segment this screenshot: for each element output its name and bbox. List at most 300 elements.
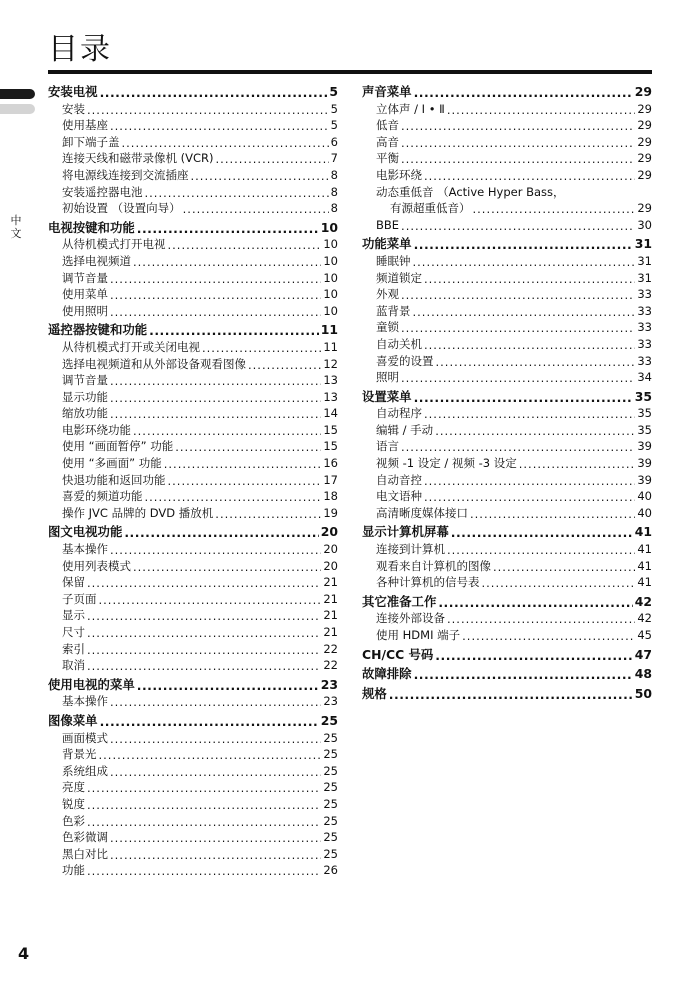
toc-entry[interactable]	[362, 101, 652, 118]
toc-entry[interactable]	[362, 472, 652, 489]
toc-page-number: 11	[320, 322, 338, 338]
dot-leader	[414, 390, 633, 402]
toc-entry[interactable]	[48, 303, 338, 320]
toc-page-number: 5	[330, 118, 338, 133]
toc-entry[interactable]	[362, 610, 652, 627]
toc-entry-label: 电影环绕	[376, 167, 422, 182]
dot-leader	[100, 85, 328, 97]
toc-page-number: 16	[323, 456, 338, 471]
toc-page-number: 41	[637, 558, 652, 573]
toc-entry[interactable]	[362, 353, 652, 370]
toc-entry[interactable]	[362, 369, 652, 386]
toc-page-number: 25	[323, 747, 338, 762]
toc-page-number: 48	[634, 666, 652, 682]
toc-entry-label: 卸下端子盖	[62, 134, 120, 149]
dot-leader	[87, 814, 321, 826]
toc-entry[interactable]	[48, 405, 338, 422]
toc-right-column	[362, 84, 652, 702]
toc-entry[interactable]	[48, 846, 338, 863]
toc-entry[interactable]	[48, 574, 338, 591]
toc-page-number: 31	[637, 253, 652, 268]
dot-leader	[413, 254, 636, 266]
toc-page-number: 42	[634, 593, 652, 609]
toc-entry-label: 取消	[62, 658, 85, 673]
toc-entry-label: 安装	[62, 101, 85, 116]
toc-entry[interactable]	[48, 641, 338, 658]
dot-leader	[519, 456, 636, 468]
dot-leader	[401, 218, 635, 230]
toc-page-number: 31	[637, 270, 652, 285]
dot-leader	[99, 747, 322, 759]
dot-leader	[493, 559, 635, 571]
dot-leader	[110, 287, 321, 299]
toc-entry-label: 子页面	[62, 591, 97, 606]
toc-page-number: 33	[637, 303, 652, 318]
toc-page-number: 33	[637, 287, 652, 302]
toc-entry-label: 立体声 / Ⅰ • Ⅱ	[376, 101, 445, 116]
toc-entry-label: 保留	[62, 575, 85, 590]
dot-leader	[87, 780, 321, 792]
toc-page-number: 10	[323, 253, 338, 268]
toc-page-number: 20	[323, 542, 338, 557]
toc-entry[interactable]	[48, 541, 338, 558]
toc-page-number: 10	[323, 270, 338, 285]
toc-entry[interactable]	[48, 150, 338, 167]
toc-entry-label: 连接到计算机	[376, 542, 445, 557]
toc-entry-label: 黑白对比	[62, 846, 108, 861]
dot-leader	[401, 370, 635, 382]
toc-page-number: 8	[330, 184, 338, 199]
toc-page-number: 40	[637, 489, 652, 504]
dot-leader	[447, 542, 635, 554]
toc-entry[interactable]	[48, 488, 338, 505]
toc-entry[interactable]	[48, 746, 338, 763]
dot-leader	[424, 271, 635, 283]
toc-page-number: 7	[330, 151, 338, 166]
toc-entry[interactable]	[48, 200, 338, 217]
toc-entry-label: 背景光	[62, 747, 97, 762]
toc-entry-label: 操作 JVC 品牌的 DVD 播放机	[62, 505, 214, 520]
toc-page-number: 5	[329, 84, 338, 99]
toc-entry[interactable]	[48, 693, 338, 710]
toc-entry[interactable]	[48, 270, 338, 287]
toc-entry[interactable]	[48, 505, 338, 522]
toc-entry-label: 显示	[62, 608, 85, 623]
toc-section-entry[interactable]	[362, 524, 652, 541]
toc-entry[interactable]	[48, 167, 338, 184]
toc-entry[interactable]	[48, 134, 338, 151]
toc-page-number: 29	[637, 151, 652, 166]
toc-page-number: 25	[323, 730, 338, 745]
dot-leader	[424, 406, 635, 418]
dot-leader	[110, 764, 321, 776]
toc-page-number: 22	[323, 658, 338, 673]
dot-leader	[137, 678, 319, 690]
toc-page-number: 25	[323, 796, 338, 811]
toc-entry[interactable]	[48, 558, 338, 575]
toc-entry-label: 设置菜单	[362, 388, 412, 404]
toc-entry-label: 从待机模式打开或关闭电视	[62, 339, 200, 354]
toc-entry[interactable]	[48, 607, 338, 624]
toc-entry-label: 使用菜单	[62, 287, 108, 302]
toc-page-number: 21	[323, 608, 338, 623]
toc-page-number: 10	[323, 237, 338, 252]
toc-page-number: 39	[637, 439, 652, 454]
toc-page-number: 21	[323, 591, 338, 606]
toc-page-number: 8	[330, 167, 338, 182]
toc-entry[interactable]	[362, 336, 652, 353]
toc-page-number: 6	[330, 134, 338, 149]
toc-entry[interactable]	[48, 829, 338, 846]
toc-page-number: 33	[637, 320, 652, 335]
toc-entry-label: 使用列表模式	[62, 558, 131, 573]
page-title: 目录	[48, 32, 112, 67]
toc-entry-label: 缩放功能	[62, 406, 108, 421]
toc-entry-label: 喜爱的频道功能	[62, 489, 143, 504]
dot-leader	[87, 658, 321, 670]
dot-leader	[401, 135, 635, 147]
toc-entry-label: 各种计算机的信号表	[376, 575, 480, 590]
toc-entry[interactable]	[48, 184, 338, 201]
dot-leader	[435, 648, 632, 660]
language-tab-active	[0, 89, 35, 99]
toc-entry-label: 连接外部设备	[376, 611, 445, 626]
toc-page-number: 17	[323, 472, 338, 487]
toc-entry-label: 声音菜单	[362, 84, 412, 99]
toc-section-entry[interactable]	[362, 84, 652, 101]
toc-entry-label: 色彩微调	[62, 830, 108, 845]
toc-section-entry[interactable]	[362, 647, 652, 664]
toc-entry[interactable]	[48, 779, 338, 796]
toc-page-number: 45	[637, 628, 652, 642]
toc-entry[interactable]	[48, 813, 338, 830]
dot-leader	[482, 575, 636, 587]
toc-entry[interactable]	[362, 574, 652, 591]
dot-leader	[414, 237, 633, 249]
toc-entry-label: 索引	[62, 641, 85, 656]
toc-page-number: 29	[637, 134, 652, 149]
toc-entry-label: 高音	[376, 134, 399, 149]
toc-entry-label: 快退功能和返回功能	[62, 472, 166, 487]
dot-leader	[110, 118, 329, 130]
toc-section-entry[interactable]	[362, 236, 652, 253]
toc-entry-label: BBE	[376, 217, 400, 232]
toc-entry-label: 喜爱的设置	[376, 353, 434, 368]
toc-entry-label: 使用基座	[62, 118, 108, 133]
dot-leader	[424, 489, 635, 501]
dot-leader	[248, 357, 321, 369]
dot-leader	[133, 254, 321, 266]
toc-entry-label: 显示计算机屏幕	[362, 524, 449, 540]
toc-entry-label: 语言	[376, 439, 399, 454]
toc-page-number: 25	[323, 830, 338, 845]
toc-entry-label: 色彩	[62, 813, 85, 828]
toc-entry-label: 外观	[376, 287, 399, 302]
toc-section-entry[interactable]	[48, 84, 338, 101]
dot-leader	[414, 85, 633, 97]
toc-entry[interactable]	[48, 472, 338, 489]
toc-entry[interactable]	[48, 438, 338, 455]
toc-entry-label: 使用照明	[62, 303, 108, 318]
toc-entry-continuation[interactable]	[362, 200, 652, 217]
toc-page-number: 47	[634, 646, 652, 662]
dot-leader	[110, 694, 321, 706]
toc-entry[interactable]	[48, 339, 338, 356]
toc-section-entry[interactable]	[48, 524, 338, 541]
dot-leader	[145, 489, 322, 501]
dot-leader	[401, 287, 635, 299]
dot-leader	[87, 608, 321, 620]
dot-leader	[110, 271, 321, 283]
dot-leader	[124, 525, 318, 537]
toc-entry-label: 规格	[362, 685, 387, 701]
toc-entry-label: 观看来自计算机的图像	[376, 558, 491, 573]
toc-entry[interactable]	[48, 763, 338, 780]
dot-leader	[122, 135, 329, 147]
toc-entry-label: 睡眠钟	[376, 253, 411, 268]
toc-entry-label: 频道锁定	[376, 270, 422, 285]
toc-entry-label: 自动关机	[376, 336, 422, 351]
dot-leader	[202, 340, 321, 352]
toc-page-number: 15	[323, 422, 338, 437]
toc-page-number: 5	[330, 101, 338, 116]
dot-leader	[110, 830, 321, 842]
toc-page-number: 25	[323, 813, 338, 828]
toc-page-number: 10	[320, 219, 338, 235]
toc-entry-label: 将电源线连接到交流插座	[62, 167, 189, 182]
toc-entry-label: 电影环绕功能	[62, 422, 131, 437]
toc-section-entry[interactable]	[48, 713, 338, 730]
toc-entry[interactable]	[362, 438, 652, 455]
dot-leader	[87, 863, 321, 875]
toc-entry-label: 功能菜单	[362, 236, 412, 252]
toc-entry[interactable]	[362, 505, 652, 522]
toc-entry[interactable]	[362, 541, 652, 558]
toc-page-number: 25	[323, 763, 338, 778]
toc-entry[interactable]	[362, 253, 652, 270]
toc-page-number: 35	[637, 406, 652, 421]
toc-entry-label: 编辑 / 手动	[376, 422, 434, 437]
toc-page-number: 8	[330, 201, 338, 216]
dot-leader	[110, 406, 321, 418]
toc-page-number: 18	[323, 489, 338, 504]
toc-entry[interactable]	[48, 236, 338, 253]
toc-entry[interactable]	[48, 286, 338, 303]
toc-entry-label: 系统组成	[62, 763, 108, 778]
dot-leader	[424, 168, 635, 180]
toc-page-number: 10	[323, 303, 338, 318]
dot-leader	[175, 439, 321, 451]
dot-leader	[401, 151, 635, 163]
dot-leader	[100, 714, 319, 726]
toc-entry-label: 基本操作	[62, 542, 108, 557]
dot-leader	[413, 304, 636, 316]
dot-leader	[133, 559, 321, 571]
page-number: 4	[18, 944, 30, 963]
toc-page-number: 21	[323, 575, 338, 590]
toc-page-number: 15	[323, 439, 338, 454]
dot-leader	[470, 506, 635, 518]
toc-page-number: 12	[323, 356, 338, 371]
toc-entry[interactable]	[362, 627, 652, 644]
toc-page-number: 25	[323, 846, 338, 861]
toc-entry[interactable]	[362, 558, 652, 575]
toc-page-number: 21	[323, 625, 338, 639]
toc-entry-label: 选择电视频道	[62, 253, 131, 268]
toc-entry[interactable]	[362, 319, 652, 336]
toc-entry-label: 图像菜单	[48, 712, 98, 728]
dot-leader	[87, 102, 329, 114]
toc-page-number: 23	[323, 694, 338, 709]
toc-entry-label: 使用电视的菜单	[48, 676, 135, 692]
toc-page-number: 14	[323, 406, 338, 421]
toc-entry-label: 自动程序	[376, 406, 422, 421]
toc-entry[interactable]	[48, 730, 338, 747]
toc-section-entry[interactable]	[48, 677, 338, 694]
toc-page-number: 29	[637, 201, 652, 216]
dot-leader	[149, 323, 319, 335]
toc-entry[interactable]	[48, 253, 338, 270]
dot-leader	[447, 102, 636, 114]
toc-entry-label: 图文电视功能	[48, 524, 123, 540]
dot-leader	[183, 201, 329, 213]
toc-left-column	[48, 84, 338, 879]
toc-entry[interactable]	[362, 422, 652, 439]
dot-leader	[168, 473, 322, 485]
dot-leader	[401, 439, 635, 451]
toc-entry[interactable]	[48, 591, 338, 608]
dot-leader	[436, 354, 636, 366]
toc-entry-label: 使用 “画面暂停” 功能	[62, 439, 174, 454]
dot-leader	[87, 642, 321, 654]
dot-leader	[401, 320, 635, 332]
toc-entry-label: 功能	[62, 863, 85, 878]
dot-leader	[110, 731, 321, 743]
toc-entry-label: 连接天线和磁带录像机 (VCR)	[62, 151, 214, 166]
toc-page-number: 20	[323, 558, 338, 573]
toc-page-number: 13	[323, 389, 338, 404]
toc-entry-label: 视频 -1 设定 / 视频 -3 设定	[376, 456, 517, 471]
toc-entry-label: 亮度	[62, 780, 85, 795]
toc-entry-label: 照明	[376, 370, 399, 385]
dot-leader	[164, 456, 322, 468]
toc-section-entry[interactable]	[362, 666, 652, 683]
dot-leader	[424, 337, 635, 349]
toc-section-entry[interactable]	[362, 686, 652, 703]
toc-entry-label: 使用 HDMI 端子	[376, 628, 461, 642]
toc-section-entry[interactable]	[362, 594, 652, 611]
dot-leader	[447, 611, 635, 623]
toc-entry[interactable]	[362, 270, 652, 287]
toc-entry-label: 调节音量	[62, 373, 108, 388]
dot-leader	[145, 185, 329, 197]
toc-entry-label: 遥控器按键和功能	[48, 322, 148, 338]
toc-section-entry[interactable]	[48, 322, 338, 339]
toc-entry[interactable]	[48, 862, 338, 879]
toc-page-number: 33	[637, 353, 652, 368]
toc-entry-label: 低音	[376, 118, 399, 133]
toc-page-number: 29	[637, 101, 652, 116]
language-tab-inactive	[0, 104, 35, 114]
dot-leader	[462, 628, 635, 640]
dot-leader	[389, 687, 633, 699]
toc-page-number: 39	[637, 472, 652, 487]
toc-entry-label: 调节音量	[62, 270, 108, 285]
toc-entry-label: 尺寸	[62, 625, 85, 639]
toc-page-number: 26	[323, 863, 338, 878]
toc-entry[interactable]	[362, 488, 652, 505]
toc-page-number: 41	[637, 575, 652, 590]
toc-entry[interactable]	[362, 303, 652, 320]
toc-entry[interactable]	[48, 796, 338, 813]
dot-leader	[414, 667, 633, 679]
toc-entry-label: 电视按键和功能	[48, 219, 135, 235]
toc-entry[interactable]	[362, 405, 652, 422]
toc-page-number: 29	[637, 118, 652, 133]
dot-leader	[133, 423, 321, 435]
toc-entry[interactable]	[48, 372, 338, 389]
toc-entry-label: 有源超重低音）	[390, 201, 471, 216]
toc-entry[interactable]	[362, 184, 652, 201]
toc-page-number: 41	[637, 542, 652, 557]
toc-entry-label: 故障排除	[362, 666, 412, 682]
toc-entry[interactable]	[48, 389, 338, 406]
dot-leader	[110, 847, 321, 859]
toc-page-number: 33	[637, 336, 652, 351]
toc-page-number: 10	[323, 287, 338, 302]
toc-entry-label: CH/CC 号码	[362, 646, 434, 662]
toc-entry[interactable]	[362, 150, 652, 167]
dot-leader	[99, 592, 322, 604]
toc-entry[interactable]	[48, 657, 338, 674]
toc-entry[interactable]	[362, 134, 652, 151]
toc-page-number: 29	[634, 84, 652, 99]
toc-entry[interactable]	[362, 286, 652, 303]
toc-entry[interactable]	[48, 455, 338, 472]
toc-page-number: 30	[637, 217, 652, 232]
toc-entry[interactable]	[362, 455, 652, 472]
toc-entry-label: 基本操作	[62, 694, 108, 709]
dot-leader	[191, 168, 329, 180]
toc-page-number: 34	[637, 370, 652, 385]
toc-entry-label: 其它准备工作	[362, 593, 437, 609]
dot-leader	[424, 473, 635, 485]
dot-leader	[451, 525, 633, 537]
dot-leader	[110, 373, 321, 385]
toc-entry-label: 选择电视频道和从外部设备观看图像	[62, 356, 246, 371]
dot-leader	[435, 423, 635, 435]
toc-section-entry[interactable]	[48, 220, 338, 237]
toc-page-number: 25	[320, 712, 338, 728]
toc-entry[interactable]	[362, 117, 652, 134]
toc-entry[interactable]	[48, 356, 338, 373]
toc-entry-label: 初始设置 （设置向导）	[62, 201, 181, 216]
toc-entry[interactable]	[48, 117, 338, 134]
toc-entry[interactable]	[48, 101, 338, 118]
toc-entry[interactable]	[48, 624, 338, 641]
toc-entry[interactable]	[48, 422, 338, 439]
dot-leader	[110, 304, 321, 316]
toc-page-number: 42	[637, 611, 652, 626]
toc-entry[interactable]	[362, 167, 652, 184]
toc-page-number: 31	[634, 236, 652, 252]
toc-entry[interactable]	[362, 217, 652, 234]
dot-leader	[401, 118, 635, 130]
toc-page-number: 35	[637, 422, 652, 437]
toc-section-entry[interactable]	[362, 389, 652, 406]
dot-leader	[137, 221, 319, 233]
toc-entry-label: 高清晰度媒体接口	[376, 505, 468, 520]
